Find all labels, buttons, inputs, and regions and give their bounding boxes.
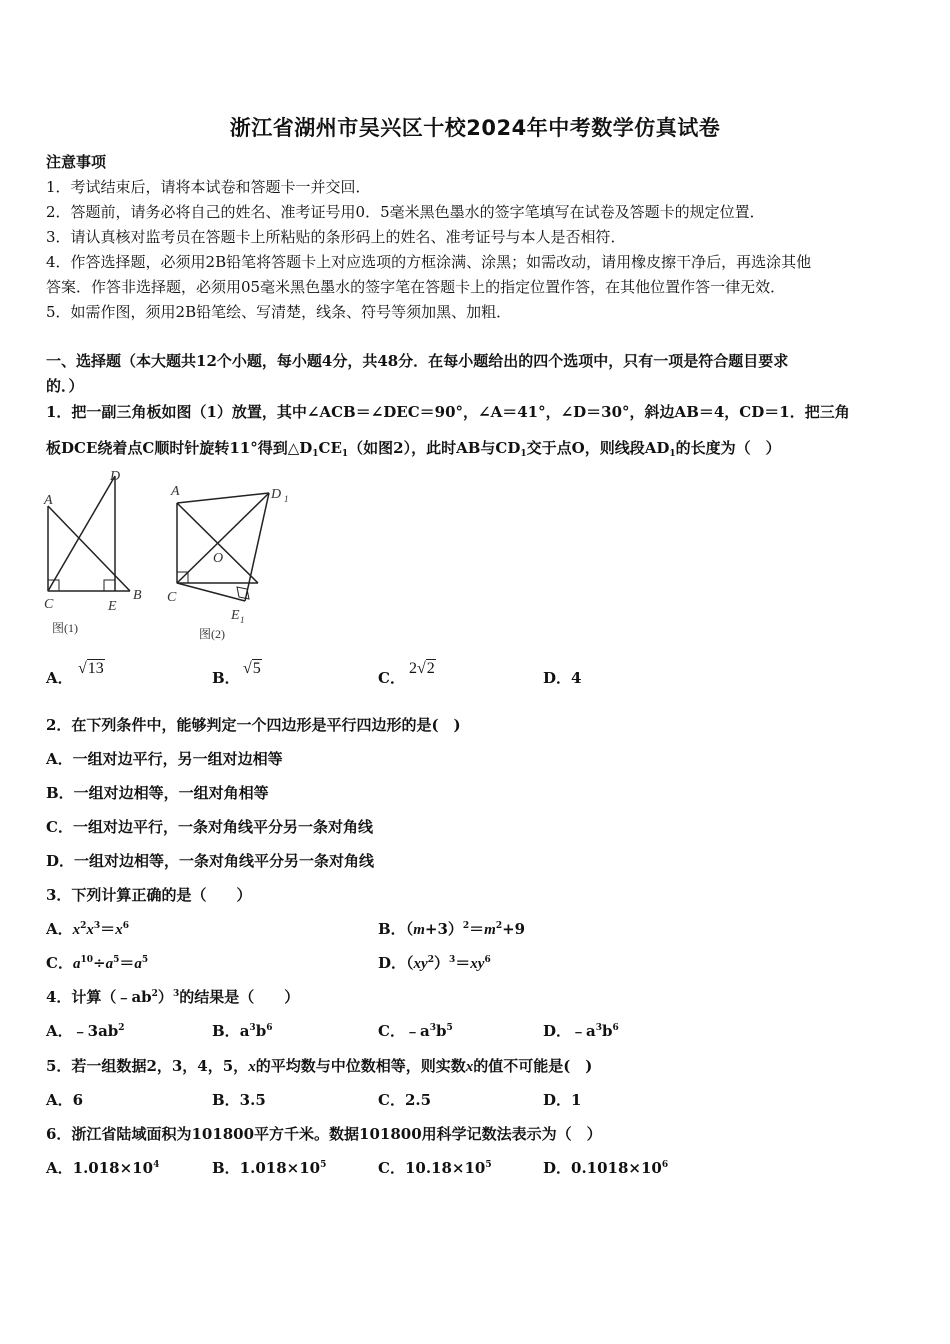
figure-1-caption: 图(1): [52, 621, 78, 635]
q6-option-d[interactable]: D．$0.1018\times 10^6$: [543, 1159, 669, 1177]
q4-option-a[interactable]: A．$﹣3ab^2$: [46, 1022, 125, 1040]
q1-option-b-value: √5: [243, 660, 261, 677]
q4-option-c[interactable]: C．$﹣a^3b^5$: [378, 1022, 453, 1040]
question-3-stem: 3．下列计算正确的是（ ）: [46, 886, 252, 904]
question-1-stem-cont: 板DCE绕着点C顺时针旋转11°得到$\triangle D_1CE_1$（如图2），此时AB与$CD_1$交于点O，则线段$AD_1$的长度为（ ）: [46, 439, 781, 459]
label-O: O: [213, 551, 224, 566]
q5-option-d[interactable]: D．1: [543, 1091, 582, 1109]
label-A: A: [171, 484, 180, 499]
q6-option-c[interactable]: C．$10.18\times 10^5$: [378, 1159, 492, 1177]
q2-option-a[interactable]: A．一组对边平行，另一组对边相等: [46, 750, 283, 768]
q5-option-b[interactable]: B．3.5: [212, 1091, 266, 1109]
q4-option-b[interactable]: B．$a^3b^6$: [212, 1022, 273, 1040]
question-4-stem: 4．计算$(﹣ab^2)^3$的结果是（ ）: [46, 988, 300, 1006]
notice-item: 5．如需作图，须用2B铅笔绘、写清楚，线条、符号等须加黑、加粗．: [46, 303, 512, 321]
figure-2-caption: 图(2): [199, 627, 225, 641]
page-title: 浙江省湖州市吴兴区十校2024年中考数学仿真试卷: [229, 116, 721, 140]
question-6-stem: 6．浙江省陆域面积为101800平方千米。数据101800用科学记数法表示为（ ）: [46, 1125, 602, 1143]
q1-option-c[interactable]: C．: [378, 669, 405, 687]
label-A: A: [44, 493, 53, 508]
q1-option-a[interactable]: A．: [46, 669, 73, 687]
label-D1: D: [271, 487, 282, 502]
q6-option-a[interactable]: A．$1.018\times 10^4$: [46, 1159, 160, 1177]
label-E1: E: [231, 608, 240, 623]
q4-option-d[interactable]: D．$﹣a^3b^6$: [543, 1022, 619, 1040]
label-C: C: [44, 597, 54, 612]
q1-option-c-value: 2√2: [409, 660, 435, 677]
q6-option-b[interactable]: B．$1.018\times 10^5$: [212, 1159, 327, 1177]
label-E1-sub: 1: [240, 615, 245, 625]
q2-option-c[interactable]: C．一组对边平行，一条对角线平分另一条对角线: [46, 818, 373, 836]
label-B: B: [133, 588, 142, 603]
question-2-stem: 2．在下列条件中，能够判定一个四边形是平行四边形的是( ): [46, 716, 461, 734]
q1-option-a-value: √13: [78, 660, 104, 677]
q2-option-d[interactable]: D．一组对边相等，一条对角线平分另一条对角线: [46, 852, 375, 870]
section-heading-cont: 的．）: [46, 377, 84, 395]
q3-option-c[interactable]: C．$a^{10}\div a^5=a^5$: [46, 954, 149, 972]
q3-option-b[interactable]: B．$(m+3)^2=m^2+9$: [378, 920, 526, 938]
label-D1-sub: 1: [284, 494, 289, 504]
notice-item: 3．请认真核对监考员在答题卡上所粘贴的条形码上的姓名、准考证号与本人是否相符．: [46, 228, 626, 246]
q1-option-b[interactable]: B．: [212, 669, 240, 687]
label-D: D: [110, 469, 121, 484]
notice-heading: 注意事项: [46, 153, 107, 171]
q3-option-a[interactable]: A．$x^2x^3=x^6$: [46, 920, 129, 938]
figure-1: [40, 466, 155, 641]
label-E: E: [108, 599, 117, 614]
q1-option-d[interactable]: D．4: [543, 669, 582, 687]
notice-item: 1．考试结束后，请将本试卷和答题卡一并交回．: [46, 178, 371, 196]
q5-option-c[interactable]: C．2.5: [378, 1091, 432, 1109]
label-C: C: [167, 590, 177, 605]
notice-item: 答案．作答非选择题，必须用05毫米黑色墨水的签字笔在答题卡上的指定位置作答，在其他位置作答一律无效．: [46, 278, 786, 296]
q5-option-a[interactable]: A．6: [46, 1091, 84, 1109]
section-heading: 一、选择题（本大题共12个小题，每小题4分，共48分．在每小题给出的四个选项中，只有一项是符合题目要求: [46, 352, 789, 370]
question-1-stem: 1．把一副三角板如图（1）放置，其中∠ACB＝∠DEC＝90°，∠A＝41°，∠D＝30°，斜边AB＝4，CD＝1．把三角: [46, 403, 850, 421]
q2-option-b[interactable]: B．一组对边相等，一组对角相等: [46, 784, 269, 802]
notice-item: 2．答题前，请务必将自己的姓名、准考证号用0．5毫米黑色墨水的签字笔填写在试卷及答题卡的规定位置．: [46, 203, 765, 221]
figure-2: [163, 473, 298, 648]
q3-option-d[interactable]: D．$(xy^2)^3=xy^6$: [378, 954, 491, 972]
notice-item: 4．作答选择题，必须用2B铅笔将答题卡上对应选项的方框涂满、涂黑；如需改动，请用橡皮擦干净后，再选涂其他: [46, 253, 812, 271]
question-5-stem: 5．若一组数据2，3，4，5，x的平均数与中位数相等，则实数x的值不可能是( ): [46, 1057, 593, 1075]
